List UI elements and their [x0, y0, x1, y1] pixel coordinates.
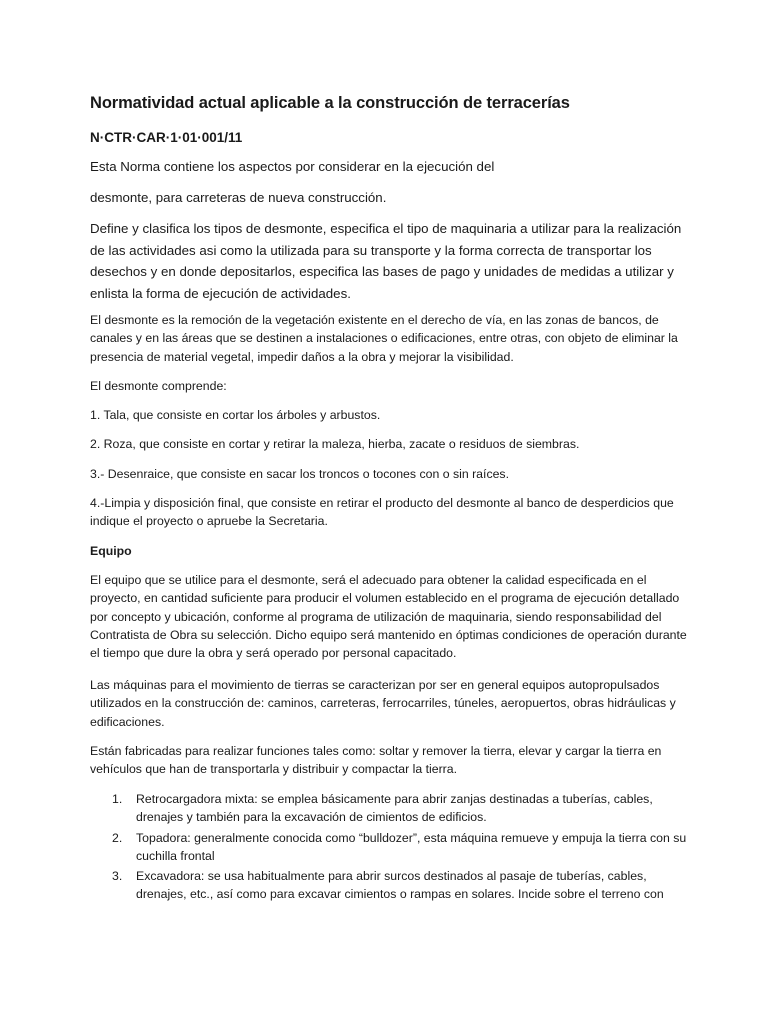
paragraph-item-4: 4.-Limpia y disposición final, que consiste en retirar el producto del desmonte al banco de desperdicios que indique el proyecto o apruebe la Secretaria. [90, 496, 674, 529]
list-item [90, 867, 690, 904]
paragraph-intro-2: desmonte, para carreteras de nueva construcción. [90, 190, 387, 205]
list-number: 2. [112, 830, 123, 845]
list-text: Excavadora: se usa habitualmente para abrir surcos destinados al pasaje de tuberías, cables, drenajes, etc., así como para excavar cimientos o rampas en solares. Incide sobre el terreno con [136, 869, 664, 902]
paragraph-equipo: El equipo que se utilice para el desmonte, será el adecuado para obtener la calidad especificada en el proyecto, en cantidad suficiente para producir el volumen establecido en el programa de ejecución detallado por concepto y ubicación, conforme al programa de utilización de maquinaria, siendo responsabilidad del Contratista de Obra su selección. Dicho equipo será mantenido en óptimas condiciones de operación durante el tiempo que dure la obra y será operado por personal capacitado. [90, 573, 687, 661]
machinery-list [90, 790, 690, 906]
list-item [90, 790, 690, 827]
paragraph-comprende: El desmonte comprende: [90, 379, 227, 393]
paragraph-item-2: 2. Roza, que consiste en cortar y retirar la maleza, hierba, zacate o residuos de siembras. [90, 437, 580, 451]
paragraph-definition: Define y clasifica los tipos de desmonte, especifica el tipo de maquinaria a utilizar para la realización de las actividades asi como la utilizada para su transporte y la forma correcta de transportar los desechos y en donde depositarlos, especifica las bases de pago y unidades de medidas a utilizar y enlista la forma de ejecución de actividades. [90, 221, 682, 301]
list-number: 3. [112, 869, 123, 884]
list-item [90, 829, 690, 866]
paragraph-maquinas: Las máquinas para el movimiento de tierras se caracterizan por ser en general equipos autopropulsados utilizados en la construcción de: caminos, carreteras, ferrocarriles, túneles, aeropuertos, obras hidráulicas y edificaciones. [90, 678, 676, 729]
paragraph-funciones: Están fabricadas para realizar funciones tales como: soltar y remover la tierra, elevar y cargar la tierra en vehículos que han de transportarla y distribuir y compactar la tierra. [90, 744, 662, 777]
paragraph-item-3: 3.- Desenraice, que consiste en sacar los troncos o tocones con o sin raíces. [90, 467, 509, 481]
norm-code: N·CTR·CAR·1·01·001/11 [90, 130, 243, 145]
list-text: Topadora: generalmente conocida como “bulldozer”, esta máquina remueve y empuja la tierra con su cuchilla frontal [136, 830, 687, 863]
paragraph-desmonte: El desmonte es la remoción de la vegetación existente en el derecho de vía, en las zonas de bancos, de canales y en las áreas que se destinen a instalaciones o edificaciones, entre otras, con objeto de eliminar la presencia de material vegetal, impedir daños a la obra y mejorar la visibilidad. [90, 313, 678, 364]
document-heading: Normatividad actual aplicable a la construcción de terracerías [90, 94, 570, 112]
paragraph-intro-1: Esta Norma contiene los aspectos por considerar en la ejecución del [90, 159, 495, 174]
section-heading-equipo: Equipo [90, 544, 132, 558]
list-text: Retrocargadora mixta: se emplea básicamente para abrir zanjas destinadas a tuberías, cables, drenajes y también para la excavación de cimientos de edificios. [136, 792, 653, 825]
paragraph-item-1: 1. Tala, que consiste en cortar los árboles y arbustos. [90, 408, 381, 422]
list-number: 1. [112, 792, 123, 806]
